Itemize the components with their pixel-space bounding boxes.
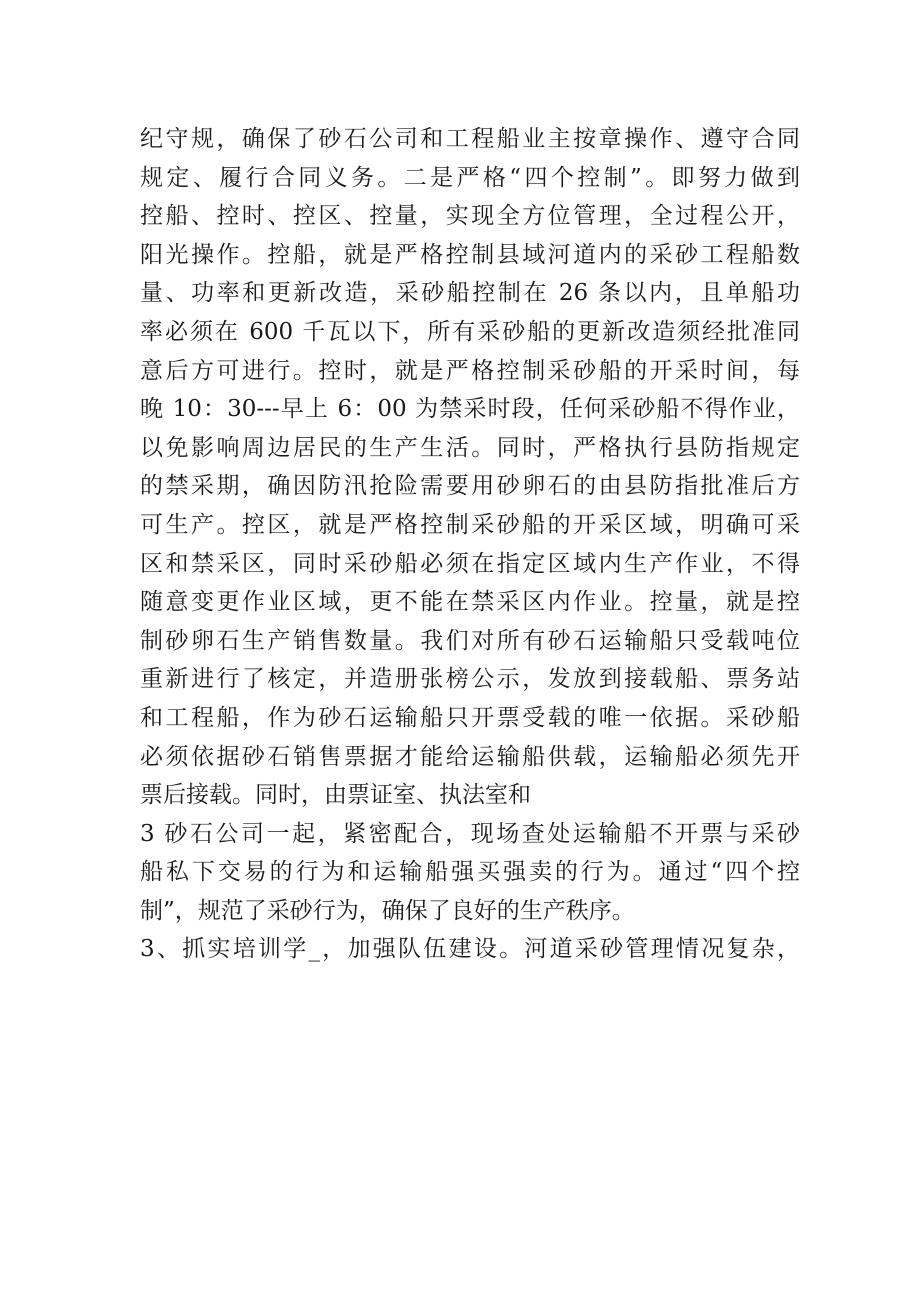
text-line: 纪守规，确保了砂石公司和工程船业主按章操作、遵守合同 bbox=[140, 126, 800, 152]
text-line: 以免影响周边居民的生产生活。同时，严格执行县防指规定 bbox=[140, 434, 800, 461]
text-line: 意后方可进行。控时，就是严格控制采砂船的开采时间，每 bbox=[140, 357, 800, 384]
text-line: 率必须在 600 千瓦以下，所有采砂船的更新改造须经批准同 bbox=[140, 318, 800, 345]
text-line: 规定、履行合同义务。二是严格“四个控制”。即努力做到 bbox=[140, 164, 800, 191]
text-line: 控船、控时、控区、控量，实现全方位管理，全过程公开， bbox=[140, 203, 800, 230]
text-line: 区和禁采区，同时采砂船必须在指定区域内生产作业，不得 bbox=[140, 550, 800, 577]
text-line: 制砂卵石生产销售数量。我们对所有砂石运输船只受载吨位 bbox=[140, 627, 800, 654]
text-line: 票后接载。同时，由票证室、执法室和 bbox=[140, 782, 531, 809]
text-line: 随意变更作业区域，更不能在禁采区内作业。控量，就是控 bbox=[140, 589, 800, 616]
text-line: 晚 10：30---早上 6：00 为禁采时段，任何采砂船不得作业， bbox=[140, 396, 800, 423]
text-line: 必须依据砂石销售票据才能给运输船供载，运输船必须先开 bbox=[140, 743, 800, 770]
body-text bbox=[140, 120, 800, 969]
text-line: 阳光操作。控船，就是严格控制县域河道内的采砂工程船数 bbox=[140, 241, 800, 268]
text-line: 的禁采期，确因防汛抢险需要用砂卵石的由县防指批准后方 bbox=[140, 473, 800, 500]
text-line: 船私下交易的行为和运输船强买强卖的行为。通过“四个控 bbox=[140, 859, 800, 886]
text-line: 重新进行了核定，并造册张榜公示，发放到接载船、票务站 bbox=[140, 666, 800, 693]
text-line: 3 砂石公司一起，紧密配合，现场查处运输船不开票与采砂 bbox=[140, 820, 800, 847]
text-line: 3、抓实培训学_，加强队伍建设。河道采砂管理情况复杂， bbox=[140, 936, 800, 963]
text-line: 量、功率和更新改造，采砂船控制在 26 条以内，且单船功 bbox=[140, 280, 800, 307]
text-line: 制”，规范了采砂行为，确保了良好的生产秩序。 bbox=[140, 897, 635, 924]
text-line: 和工程船，作为砂石运输船只开票受载的唯一依据。采砂船 bbox=[140, 704, 800, 731]
text-line: 可生产。控区，就是严格控制采砂船的开采区域，明确可采 bbox=[140, 511, 800, 538]
